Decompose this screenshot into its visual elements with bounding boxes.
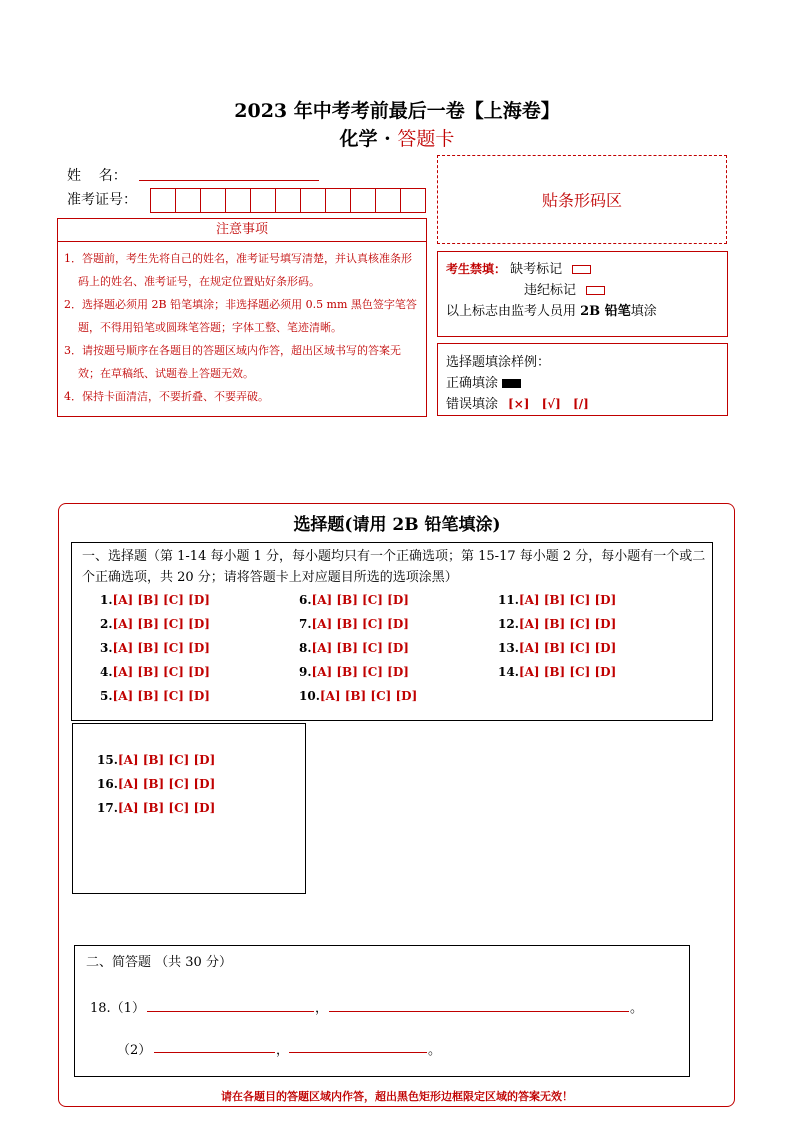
q18-2-blank-b[interactable] — [289, 1052, 427, 1053]
proctor-note-bold: 2B 铅笔 — [580, 304, 631, 319]
exam-title: 2023 年中考考前最后一卷【上海卷】 — [234, 100, 560, 122]
question-number: 13. — [498, 641, 519, 655]
name-field[interactable] — [139, 180, 319, 181]
notice-title: 注意事项 — [57, 218, 427, 242]
question-row[interactable] — [100, 665, 210, 679]
answer-options[interactable]: [A] [B] [C] [D] — [311, 593, 409, 607]
id-digit-box[interactable] — [250, 188, 276, 213]
id-digit-box[interactable] — [275, 188, 301, 213]
answer-options[interactable]: [A] [B] [C] [D] — [311, 665, 409, 679]
question-number: 9. — [299, 665, 312, 679]
mc-instructions: 一、选择题（第 1-14 每小题 1 分，每小题均只有一个正确选项；第 15-17 每小题 2 分，每小题有一个或二个正确选项，共 20 分；请将答题卡上对应题目所选的选项涂黑） — [82, 549, 706, 585]
answer-options[interactable]: [A] [B] [C] [D] — [311, 617, 409, 631]
wrong-fill-examples: [×] [√] [/] — [508, 397, 589, 411]
short-answer-title: 二、简答题 （共 30 分） — [86, 955, 232, 970]
answer-options[interactable]: [A] [B] [C] [D] — [518, 593, 617, 607]
period: 。 — [428, 1043, 442, 1058]
comma: ， — [315, 1001, 329, 1016]
question-row[interactable] — [299, 617, 409, 631]
q18-2-blank-a[interactable] — [154, 1052, 275, 1053]
id-digit-box[interactable] — [400, 188, 426, 213]
card-title — [0, 124, 794, 151]
question-row[interactable] — [100, 617, 210, 631]
forbidden-heading: 考生禁填： — [446, 262, 507, 276]
violation-label: 违纪标记 — [524, 283, 577, 298]
question-number: 10. — [299, 689, 320, 703]
id-digit-box[interactable] — [200, 188, 226, 213]
answer-options[interactable]: [A] [B] [C] [D] — [311, 641, 409, 655]
question-row[interactable] — [97, 777, 215, 791]
answer-options[interactable]: [A] [B] [C] [D] — [117, 753, 216, 767]
id-number-boxes[interactable] — [151, 188, 426, 213]
question-row[interactable] — [299, 641, 409, 655]
absent-label: 缺考标记 — [510, 262, 563, 277]
question-number: 2. — [100, 617, 113, 631]
answer-options[interactable]: [A] [B] [C] [D] — [117, 777, 216, 791]
absent-mark-box[interactable] — [572, 265, 591, 274]
correct-fill-example — [502, 379, 521, 388]
comma: ， — [276, 1043, 290, 1058]
question-row[interactable] — [498, 593, 616, 607]
id-digit-box[interactable] — [150, 188, 176, 213]
title-dot: · — [377, 128, 398, 150]
question-number: 8. — [299, 641, 312, 655]
correct-fill-label: 正确填涂 — [446, 376, 499, 391]
question-row[interactable] — [97, 801, 215, 815]
notice-item: 1．答题前，考生先将自己的姓名，准考证号填写清楚，并认真核准条形码上的姓名、准考证号，在规定位置贴好条形码。 — [64, 252, 412, 288]
q18-2-label: （2） — [117, 1043, 152, 1058]
notice-item: 2．选择题必须用 2B 铅笔填涂；非选择题必须用 0.5 mm 黑色签字笔答题，不得用铅笔或圆珠笔答题；字体工整、笔迹清晰。 — [64, 298, 417, 334]
answer-options[interactable]: [A] [B] [C] [D] — [112, 593, 210, 607]
answer-options[interactable]: [A] [B] [C] [D] — [112, 689, 210, 703]
question-number: 3. — [100, 641, 113, 655]
q18-1-blank-b[interactable] — [329, 1011, 629, 1012]
question-row[interactable] — [498, 617, 616, 631]
question-number: 1. — [100, 593, 113, 607]
proctor-note-post: 填涂 — [630, 304, 657, 319]
answer-options[interactable]: [A] [B] [C] [D] — [112, 641, 210, 655]
id-label: 准考证号： — [67, 192, 137, 208]
question-number: 4. — [100, 665, 113, 679]
sample-title: 选择题填涂样例： — [446, 355, 551, 370]
id-digit-box[interactable] — [350, 188, 376, 213]
id-digit-box[interactable] — [300, 188, 326, 213]
question-row[interactable] — [498, 641, 616, 655]
q18-label: 18.（1） — [90, 1001, 145, 1016]
notice-item: 3．请按题号顺序在各题目的答题区域内作答，超出区域书写的答案无效；在草稿纸、试题卷上答题无效。 — [64, 344, 401, 380]
violation-mark-box[interactable] — [586, 286, 605, 295]
question-number: 16. — [97, 777, 118, 791]
wrong-fill-label: 错误填涂 — [446, 397, 499, 412]
answer-options[interactable]: [A] [B] [C] [D] — [112, 617, 210, 631]
question-number: 11. — [498, 593, 519, 607]
answer-options[interactable]: [A] [B] [C] [D] — [319, 689, 418, 703]
id-digit-box[interactable] — [325, 188, 351, 213]
subject-label: 化学 — [339, 128, 378, 150]
id-digit-box[interactable] — [175, 188, 201, 213]
answer-options[interactable]: [A] [B] [C] [D] — [518, 617, 617, 631]
question-number: 14. — [498, 665, 519, 679]
question-number: 7. — [299, 617, 312, 631]
footer-warning: 请在各题目的答题区域内作答，超出黑色矩形边框限定区域的答案无效！ — [221, 1090, 573, 1103]
id-digit-box[interactable] — [225, 188, 251, 213]
answer-options[interactable]: [A] [B] [C] [D] — [518, 641, 617, 655]
question-row[interactable] — [100, 641, 210, 655]
mc-section-title: 选择题(请用 2B 铅笔填涂) — [293, 515, 501, 535]
question-row[interactable] — [97, 753, 215, 767]
fill-sample-box — [437, 343, 728, 416]
question-number: 12. — [498, 617, 519, 631]
question-number: 17. — [97, 801, 118, 815]
proctor-marks-box — [437, 251, 728, 337]
proctor-note-pre: 以上标志由监考人员用 — [446, 304, 581, 319]
name-label: 姓 名： — [67, 168, 127, 184]
question-row[interactable] — [299, 593, 409, 607]
notice-item: 4．保持卡面清洁，不要折叠、不要弄破。 — [64, 390, 269, 403]
answer-options[interactable]: [A] [B] [C] [D] — [117, 801, 216, 815]
answer-options[interactable]: [A] [B] [C] [D] — [112, 665, 210, 679]
question-row[interactable] — [299, 689, 417, 703]
question-row[interactable] — [299, 665, 409, 679]
card-label: 答题卡 — [397, 128, 455, 150]
notice-body — [57, 242, 427, 417]
barcode-label: 贴条形码区 — [541, 191, 622, 210]
question-row[interactable] — [100, 689, 210, 703]
question-number: 15. — [97, 753, 118, 767]
barcode-area — [437, 155, 727, 244]
question-number: 5. — [100, 689, 113, 703]
q18-1-blank-a[interactable] — [147, 1011, 314, 1012]
question-row[interactable] — [498, 665, 616, 679]
period: 。 — [630, 1001, 644, 1016]
answer-options[interactable]: [A] [B] [C] [D] — [518, 665, 617, 679]
id-digit-box[interactable] — [375, 188, 401, 213]
question-number: 6. — [299, 593, 312, 607]
question-row[interactable] — [100, 593, 210, 607]
